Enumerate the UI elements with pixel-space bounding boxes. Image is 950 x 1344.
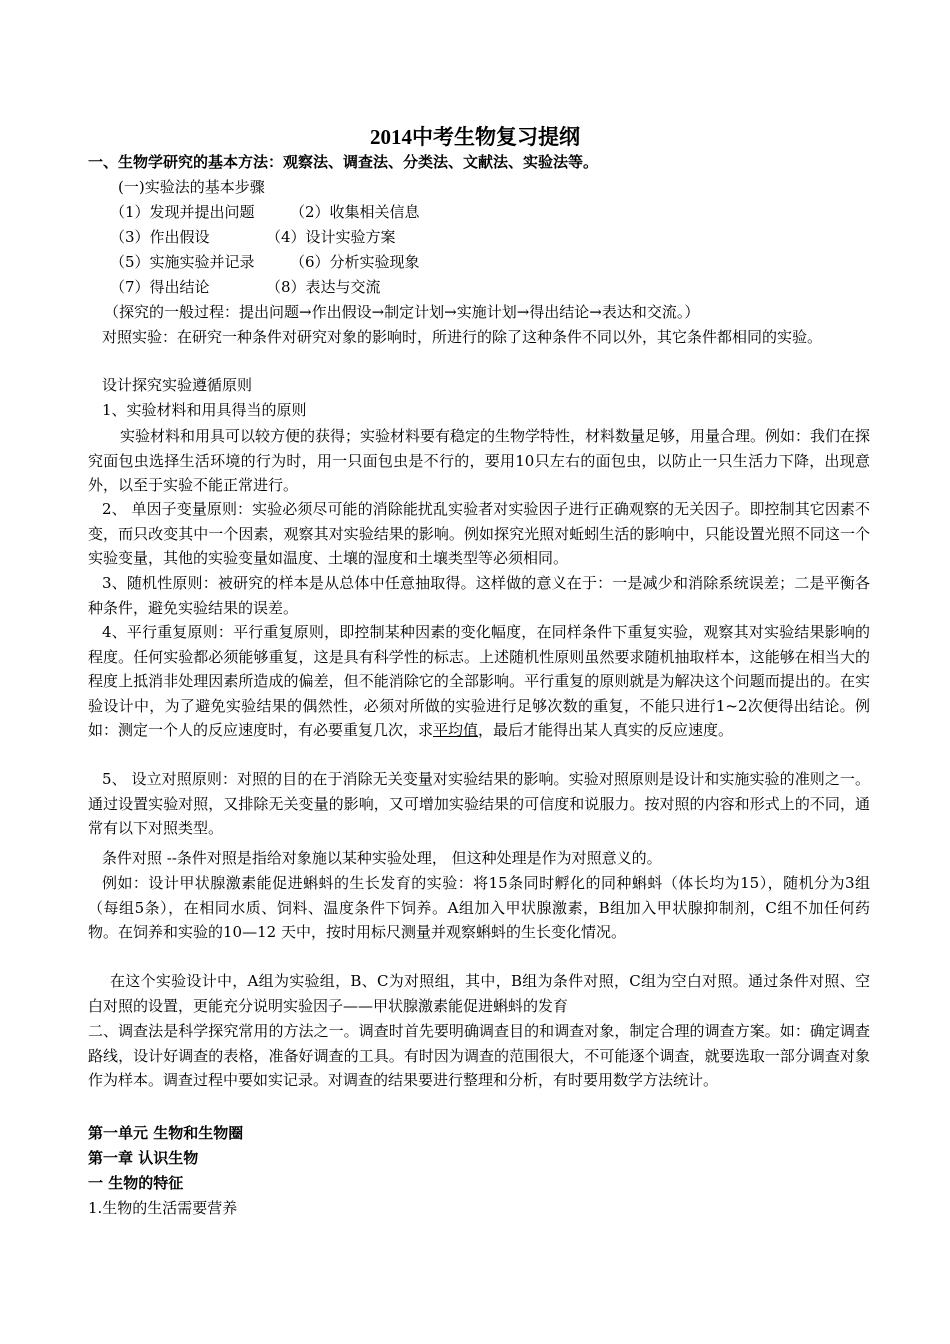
design-analysis-paragraph: 在这个实验设计中，A组为实验组，B、C为对照组，其中，B组为条件对照，C组为空白对照。通过条件对照、空白对照的设置，更能充分说明实验因子——甲状腺激素能促进蝌蚪的发育	[88, 972, 870, 1015]
step-5: （5）实施实验并记录	[110, 253, 255, 271]
step-7: （7）得出结论	[110, 278, 210, 296]
average-value-link[interactable]: 平均值	[433, 721, 479, 740]
chapter-heading: 第一章 认识生物	[88, 1149, 199, 1167]
principle-4-paragraph	[88, 620, 870, 743]
page-title: 2014中考生物复习提纲	[370, 125, 580, 149]
survey-method-paragraph: 二、调查法是科学探究常用的方法之一。调查时首先要明确调查目的和调查对象，制定合理的调查方案。如：确定调查路线，设计好调查的表格，准备好调查的工具。有时因为调查的范围很大，不可能逐个调查，就要选取一部分调查对象作为样本。调查过程中要如实记录。对调查的结果要进行整理和分析，有时要用数学方法统计。	[88, 1022, 870, 1090]
list-item: 1.生物的生活需要营养	[88, 1199, 238, 1217]
principle-2-paragraph: 2、 单因子变量原则：实验必须尽可能的消除能扰乱实验者对实验因子进行正确观察的无关因子。即控制其它因素不变，而只改变其中一个因素，观察其对实验结果的影响。例如探究光照对蚯蚓生活的影响中，只能设置光照不同这一个实验变量，其他的实验变量如温度、土壤的湿度和土壤类型等必须相同。	[88, 500, 870, 568]
step-4: （4）设计实验方案	[266, 228, 396, 246]
step-2: （2）收集相关信息	[290, 203, 420, 221]
step-6: （6）分析实验现象	[290, 253, 420, 271]
subheading-experiment-steps: (一)实验法的基本步骤	[118, 178, 265, 196]
step-3: （3）作出假设	[110, 228, 210, 246]
principles-heading: 设计探究实验遵循原则	[102, 376, 253, 394]
control-experiment-definition: 对照实验：在研究一种条件对研究对象的影响时，所进行的除了这种条件不同以外，其它条件都相同的实验。	[102, 328, 823, 346]
section-heading-methods: 一、生物学研究的基本方法：观察法、调查法、分类法、文献法、实验法等。	[88, 153, 599, 171]
principle-1-heading: 1、实验材料和用具得当的原则	[102, 401, 307, 419]
principle-1-body: 实验材料和用具可以较方便的获得；实验材料要有稳定的生物学特性，材料数量足够，用量合理。例如：我们在探究面包虫选择生活环境的行为时，用一只面包虫是不行的，要用10只左右的面包虫，以防止一只生活力下降，出现意外，以至于实验不能正常进行。	[88, 427, 871, 495]
principle-4-text: 4、平行重复原则：平行重复原则，即控制某种因素的变化幅度，在同样条件下重复实验，观察其对实验结果影响的程度。任何实验都必须能够重复，这是具有科学性的标志。上述随机性原则虽然要求随机抽取样本，这能够在相当大的程度上抵消非处理因素所造成的偏差，但不能消除它的全部影响。平行重复的原则就是为解决这个问题而提出的。在实验设计中，为了避免实验结果的偶然性，必须对所做的实验进行足够次数的重复，不能只进行1~2次便得出结论。例如：测定一个人的反应速度时，有必要重复几次，求	[88, 623, 870, 740]
step-8: （8）表达与交流	[266, 278, 381, 296]
example-paragraph: 例如：设计甲状腺激素能促进蝌蚪的生长发育的实验：将15条同时孵化的同种蝌蚪（体长均为15），随机分为3组（每组5条），在相同水质、饲料、温度条件下饲养。A组加入甲状腺激素，B组加入甲状腺抑制剂，C组不加任何药物。在饲养和实验的10—12 天中，按时用标尺测量并观察蝌蚪的生长变化情况。	[88, 874, 870, 942]
general-process-note: （探究的一般过程：提出问题→作出假设→制定计划→实施计划→得出结论→表达和交流。）	[104, 303, 700, 321]
principle-5-paragraph: 5、 设立对照原则：对照的目的在于消除无关变量对实验结果的影响。实验对照原则是设计和实施实验的准则之一。通过设置实验对照，又排除无关变量的影响，又可增加实验结果的可信度和说服力。按对照的内容和形式上的不同，通常有以下对照类型。	[88, 770, 870, 838]
condition-control-line: 条件对照 --条件对照是指给对象施以某种实验处理， 但这种处理是作为对照意义的。	[102, 849, 662, 867]
section-heading-characteristics: 一 生物的特征	[88, 1174, 184, 1192]
step-1: （1）发现并提出问题	[110, 203, 255, 221]
principle-4-text-end: ，最后才能得出某人真实的反应速度。	[478, 721, 734, 740]
principle-3-paragraph: 3、随机性原则：被研究的样本是从总体中任意抽取得。这样做的意义在于：一是减少和消除系统误差；二是平衡各种条件，避免实验结果的误差。	[88, 574, 870, 617]
unit-heading: 第一单元 生物和生物圈	[88, 1124, 244, 1142]
